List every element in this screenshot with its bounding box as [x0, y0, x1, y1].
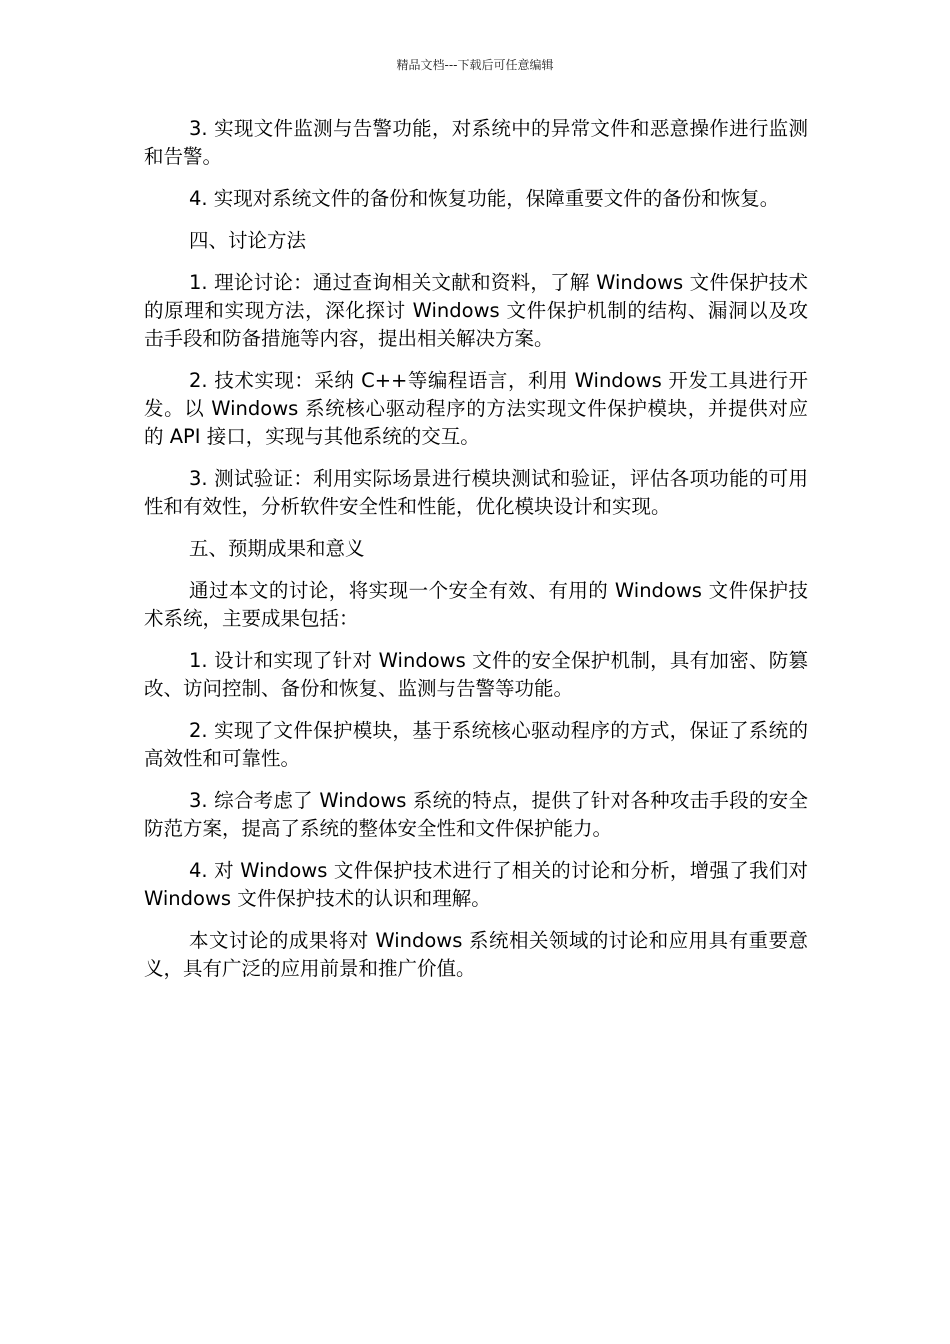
list-item-result-2: 2. 实现了文件保护模块，基于系统核心驱动程序的方式，保证了系统的高效性和可靠性。 — [144, 719, 808, 770]
list-item-method-1: 1. 理论讨论：通过查询相关文献和资料，了解 Windows 文件保护技术的原理和实现方法，深化探讨 Windows 文件保护机制的结构、漏洞以及攻击手段和防备措施等内容，提出相关解决方案。 — [144, 271, 808, 350]
list-item-goal-4: 4. 实现对系统文件的备份和恢复功能，保障重要文件的备份和恢复。 — [189, 187, 780, 210]
page-header: 精品文档---下载后可任意编辑 — [396, 58, 554, 72]
list-item-result-1: 1. 设计和实现了针对 Windows 文件的安全保护机制，具有加密、防篡改、访问控制、备份和恢复、监测与告警等功能。 — [144, 649, 808, 700]
list-item-goal-3: 3. 实现文件监测与告警功能，对系统中的异常文件和恶意操作进行监测和告警。 — [144, 117, 808, 168]
document-body — [144, 115, 808, 997]
results-intro-paragraph: 通过本文的讨论，将实现一个安全有效、有用的 Windows 文件保护技术系统，主要成果包括： — [144, 579, 808, 630]
list-item-result-3: 3. 综合考虑了 Windows 系统的特点，提供了针对各种攻击手段的安全防范方案，提高了系统的整体安全性和文件保护能力。 — [144, 789, 808, 840]
conclusion-paragraph: 本文讨论的成果将对 Windows 系统相关领域的讨论和应用具有重要意义，具有广泛的应用前景和推广价值。 — [144, 929, 808, 980]
section-heading-results: 五、预期成果和意义 — [189, 537, 365, 560]
list-item-result-4: 4. 对 Windows 文件保护技术进行了相关的讨论和分析，增强了我们对 Windows 文件保护技术的认识和理解。 — [144, 859, 808, 910]
list-item-method-3: 3. 测试验证：利用实际场景进行模块测试和验证，评估各项功能的可用性和有效性，分析软件安全性和性能，优化模块设计和实现。 — [144, 467, 808, 518]
list-item-method-2: 2. 技术实现：采纳 C++等编程语言，利用 Windows 开发工具进行开发。以 Windows 系统核心驱动程序的方法实现文件保护模块，并提供对应的 API 接口，实现与其他系统的交互。 — [144, 369, 808, 448]
section-heading-methods: 四、讨论方法 — [189, 229, 307, 252]
